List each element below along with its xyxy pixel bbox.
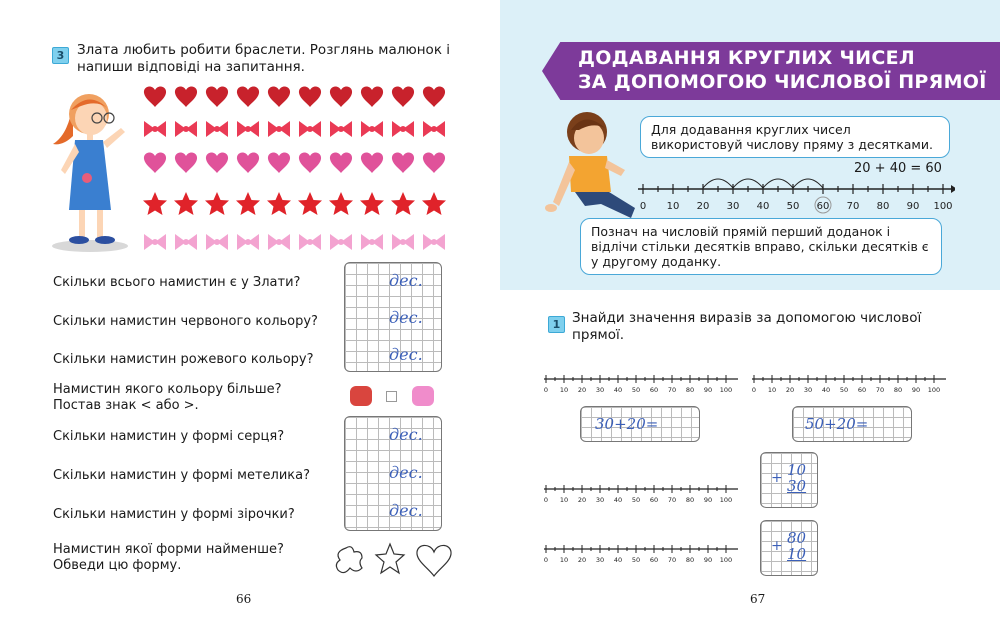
svg-text:100: 100 [719, 386, 733, 394]
nl-label-60: 60 [816, 201, 830, 212]
svg-text:100: 100 [719, 556, 733, 564]
answer-unit-3: дес. [389, 345, 423, 364]
svg-text:0: 0 [543, 556, 549, 564]
nl-label-20: 20 [696, 201, 710, 212]
pink-color-swatch [412, 386, 434, 406]
svg-text:20: 20 [577, 496, 587, 504]
question-bows: Скільки намистин у формі метелика? [53, 468, 311, 483]
svg-text:0: 0 [543, 386, 549, 394]
svg-text:30: 30 [595, 496, 605, 504]
svg-text:100: 100 [719, 496, 733, 504]
task-1-text: Знайди значення виразів за допомогою числової прямої. [572, 310, 922, 343]
question-total: Скільки всього намистин є у Злати? [53, 275, 301, 290]
svg-text:40: 40 [613, 496, 623, 504]
svg-text:100: 100 [927, 386, 941, 394]
expression-2: 50+20= [805, 415, 869, 433]
svg-text:50: 50 [839, 386, 849, 394]
svg-text:40: 40 [613, 386, 623, 394]
star-outline-icon[interactable] [376, 544, 404, 573]
svg-text:70: 70 [667, 496, 677, 504]
question-red: Скільки намистин червоного кольору? [53, 314, 318, 329]
answer-grid-2[interactable] [344, 416, 442, 531]
svg-text:80: 80 [685, 496, 695, 504]
task-1-badge: 1 [548, 313, 565, 333]
red-color-swatch [350, 386, 372, 406]
svg-text:90: 90 [703, 386, 713, 394]
answer-unit-2: дес. [389, 308, 423, 327]
svg-text:10: 10 [559, 496, 569, 504]
page-number-right: 67 [750, 592, 766, 606]
column1-bottom: 30 [787, 477, 807, 495]
nl-label-0: 0 [639, 201, 647, 212]
answer-unit-4: дес. [389, 425, 423, 444]
plus-sign-2: + [771, 538, 783, 554]
svg-text:90: 90 [911, 386, 921, 394]
svg-text:30: 30 [595, 386, 605, 394]
svg-text:70: 70 [875, 386, 885, 394]
right-page [500, 0, 1000, 634]
svg-text:60: 60 [649, 496, 659, 504]
svg-text:10: 10 [767, 386, 777, 394]
svg-text:30: 30 [595, 556, 605, 564]
svg-text:50: 50 [631, 386, 641, 394]
row-red-bows [144, 121, 445, 137]
nl-label-50: 50 [786, 201, 800, 212]
svg-text:0: 0 [543, 496, 549, 504]
question-pink: Скільки намистин рожевого кольору? [53, 352, 314, 367]
svg-text:20: 20 [577, 386, 587, 394]
svg-text:10: 10 [559, 556, 569, 564]
bow-outline-icon[interactable] [336, 547, 362, 573]
expression-box-2[interactable] [792, 406, 912, 442]
practice-number-line-4[interactable] [542, 540, 742, 568]
answer-grid-1[interactable] [344, 262, 442, 372]
column2-top: 80 [787, 529, 807, 547]
answer-unit-1: дес. [389, 271, 423, 290]
answer-unit-5: дес. [389, 463, 423, 482]
expression-box-1[interactable] [580, 406, 700, 442]
svg-text:20: 20 [577, 556, 587, 564]
practice-number-line-3[interactable] [542, 480, 742, 508]
compare-sign-box[interactable] [386, 391, 397, 402]
question-compare: Намистин якого кольору більше? Постав знак < або >. [53, 382, 282, 413]
question-least: Намистин якої форми найменше? Обведи цю форму. [53, 542, 284, 573]
svg-text:0: 0 [751, 386, 757, 394]
nl-label-90: 90 [906, 201, 920, 212]
svg-text:10: 10 [559, 386, 569, 394]
row-red-hearts [144, 86, 445, 107]
svg-text:90: 90 [703, 496, 713, 504]
svg-text:70: 70 [667, 556, 677, 564]
hint-bubble-1: Для додавання круглих чисел використовуй числову пряму з десятками. [640, 116, 950, 158]
nl-label-80: 80 [876, 201, 890, 212]
svg-text:80: 80 [893, 386, 903, 394]
nl-label-100: 100 [933, 201, 953, 212]
task-3-badge: 3 [52, 44, 69, 64]
beads-illustration [138, 82, 452, 257]
svg-text:80: 80 [685, 386, 695, 394]
practice-number-line-1[interactable] [542, 370, 742, 398]
girl-illustration [45, 82, 135, 254]
expression-1: 30+20= [595, 415, 659, 433]
svg-text:40: 40 [821, 386, 831, 394]
svg-text:60: 60 [857, 386, 867, 394]
nl-label-10: 10 [666, 201, 680, 212]
nl-label-40: 40 [756, 201, 770, 212]
svg-text:20: 20 [785, 386, 795, 394]
column-addition-box-2[interactable] [760, 520, 818, 576]
task-3-text: Злата любить робити браслети. Розглянь малюнок і напиши відповіді на запитання. [77, 42, 451, 75]
column-addition-box-1[interactable] [760, 452, 818, 508]
svg-text:50: 50 [631, 556, 641, 564]
page-number-left: 66 [236, 592, 252, 606]
svg-text:60: 60 [649, 386, 659, 394]
svg-text:50: 50 [631, 496, 641, 504]
boy-illustration [545, 108, 637, 220]
svg-text:70: 70 [667, 386, 677, 394]
svg-text:60: 60 [649, 556, 659, 564]
question-hearts: Скільки намистин у формі серця? [53, 429, 285, 444]
practice-number-line-2[interactable] [750, 370, 950, 398]
hint-bubble-2: Познач на числовій прямій перший доданок і відлічи стільки десятків вправо, скільки десятків є у другому доданку. [580, 218, 942, 275]
row-pink-hearts [144, 152, 445, 173]
nl-label-70: 70 [846, 201, 860, 212]
example-equation: 20 + 40 = 60 [854, 161, 942, 176]
svg-text:80: 80 [685, 556, 695, 564]
plus-sign-1: + [771, 470, 783, 486]
heart-outline-icon[interactable] [417, 545, 451, 576]
nl-label-30: 30 [726, 201, 740, 212]
svg-text:40: 40 [613, 556, 623, 564]
shape-outlines [332, 540, 456, 580]
row-pink-bows [144, 234, 445, 250]
row-red-stars [143, 192, 446, 215]
column2-bottom: 10 [787, 545, 807, 563]
svg-text:30: 30 [803, 386, 813, 394]
question-stars: Скільки намистин у формі зірочки? [53, 507, 295, 522]
svg-text:90: 90 [703, 556, 713, 564]
answer-unit-6: дес. [389, 501, 423, 520]
page-title: ДОДАВАННЯ КРУГЛИХ ЧИСЕЛ ЗА ДОПОМОГОЮ ЧИСЛОВОЇ ПРЯМОЇ [578, 47, 987, 93]
example-number-line [635, 166, 955, 216]
column1-top: 10 [787, 461, 807, 479]
